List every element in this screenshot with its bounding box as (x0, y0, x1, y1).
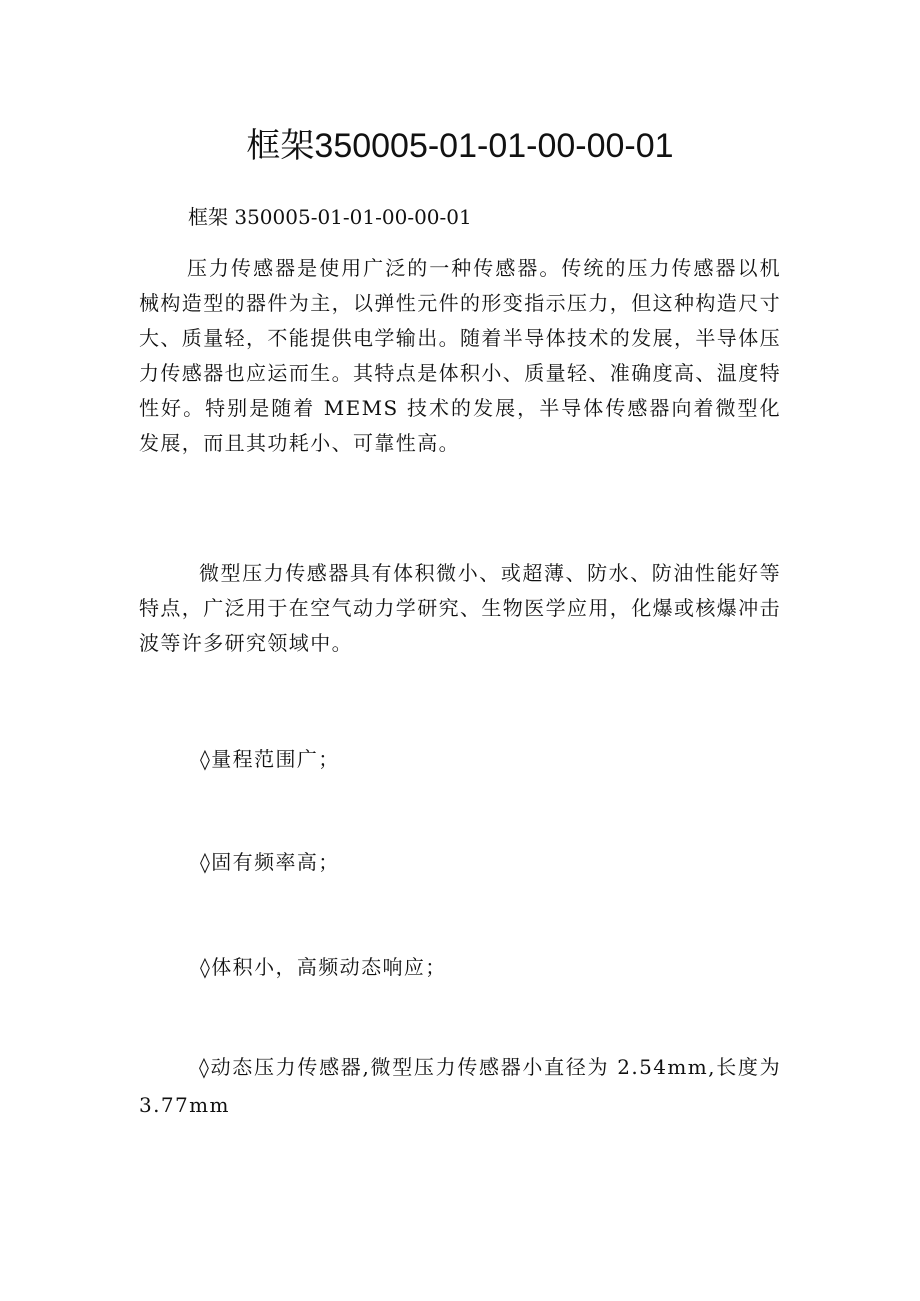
document-title: 框架350005-01-01-00-00-01 (246, 127, 674, 165)
bullet-dynamic-sensor: ◊动态压力传感器,微型压力传感器小直径为 2.54mm,长度为 3.77mm (139, 1055, 781, 1117)
bullet-high-frequency: ◊固有频率高； (200, 850, 340, 874)
bullet-small-volume: ◊体积小，高频动态响应； (200, 955, 447, 979)
paragraph-pressure-sensor-intro: 压力传感器是使用广泛的一种传感器。传统的压力传感器以机械构造型的器件为主，以弹性元件的形变指示压力，但这种构造尺寸大、质量轻，不能提供电学输出。随着半导体技术的发展，半导体压力传感器也应运而生。其特点是体积小、质量轻、准确度高、温度特性好。特别是随着 MEMS 技术的发展，半导体传感器向着微型化发展，而且其功耗小、可靠性高。 (139, 256, 781, 455)
document-subtitle: 框架 350005-01-01-00-00-01 (188, 205, 472, 229)
paragraph-micro-sensor-features: 微型压力传感器具有体积微小、或超薄、防水、防油性能好等特点，广泛用于在空气动力学研究、生物医学应用，化爆或核爆冲击波等许多研究领域中。 (139, 561, 781, 655)
bullet-wide-range: ◊量程范围广； (200, 747, 340, 771)
